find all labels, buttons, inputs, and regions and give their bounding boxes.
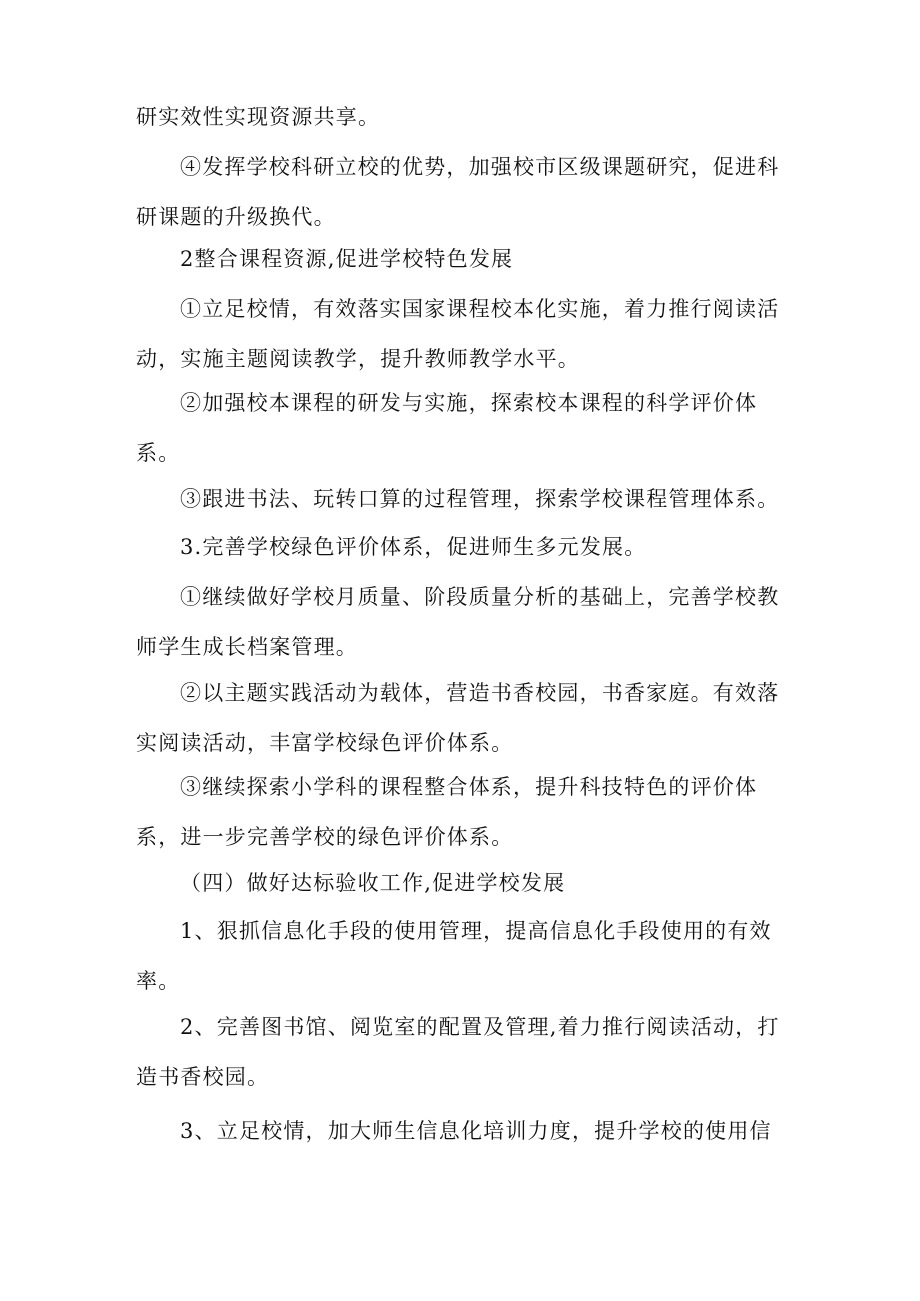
paragraph-item-1-curriculum: ①立足校情，有效落实国家课程校本化实施，着力推行阅读活动，实施主题阅读教学，提升教师教学水平。 [136, 297, 780, 371]
paragraph-item-3-acceptance: 3、立足校情，加大师生信息化培训力度，提升学校的使用信 [180, 1119, 772, 1143]
section-heading-2: 2整合课程资源,促进学校特色发展 [180, 247, 514, 271]
section-heading-3: 3.完善学校绿色评价体系，促进师生多元发展。 [180, 535, 647, 559]
section-heading-4: （四）做好达标验收工作,促进学校发展 [180, 871, 566, 895]
paragraph-item-2-curriculum: ②加强校本课程的研发与实施，探索校本课程的科学评价体系。 [136, 391, 758, 465]
paragraph-item-1-evaluation: ①继续做好学校月质量、阶段质量分析的基础上，完善学校教师学生成长档案管理。 [136, 585, 780, 659]
paragraph-item-3-evaluation: ③继续探索小学科的课程整合体系，提升科技特色的评价体系，进一步完善学校的绿色评价体系。 [136, 775, 758, 849]
paragraph-continuation: 研实效性实现资源共享。 [136, 105, 381, 129]
paragraph-item-3-curriculum: ③跟进书法、玩转口算的过程管理，探索学校课程管理体系。 [180, 487, 780, 511]
paragraph-item-2-evaluation: ②以主题实践活动为载体，营造书香校园，书香家庭。有效落实阅读活动，丰富学校绿色评价体系。 [136, 681, 780, 755]
paragraph-item-2-acceptance: 2、完善图书馆、阅览室的配置及管理,着力推行阅读活动，打造书香校园。 [136, 1015, 780, 1089]
paragraph-item-4-research: ④发挥学校科研立校的优势，加强校市区级课题研究，促进科研课题的升级换代。 [136, 155, 780, 229]
paragraph-item-1-acceptance: 1、狠抓信息化手段的使用管理，提高信息化手段使用的有效率。 [136, 919, 772, 993]
